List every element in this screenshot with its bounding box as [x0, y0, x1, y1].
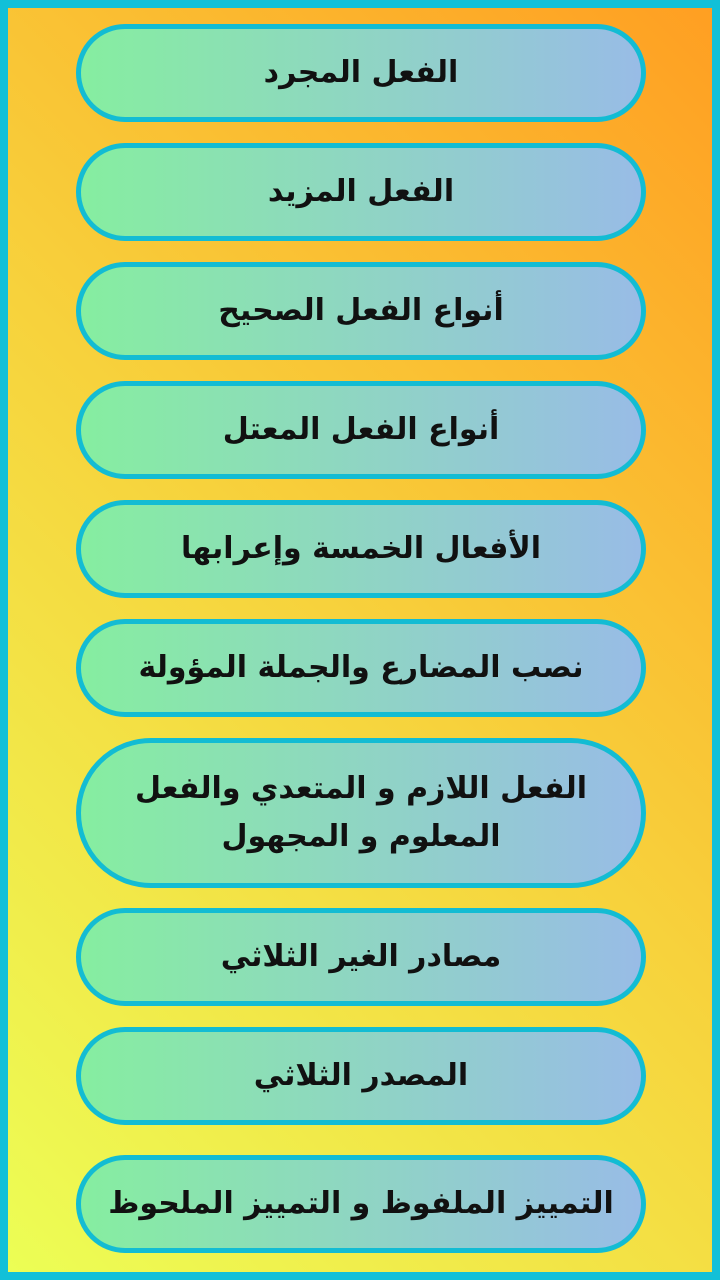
- menu-button-label: الفعل اللازم و المتعدي والفعل المعلوم و المجهول: [134, 771, 588, 854]
- menu-button-trilateral-masdar[interactable]: [76, 1027, 646, 1125]
- menu-button-label: التمييز الملفوظ و التمييز الملحوظ: [108, 1186, 614, 1221]
- menu-button-mujarrad[interactable]: [76, 24, 646, 122]
- menu-button-label: أنواع الفعل المعتل: [222, 412, 500, 447]
- menu-button-tamyiz[interactable]: [76, 1155, 646, 1253]
- menu-button-label: الأفعال الخمسة وإعرابها: [180, 531, 542, 566]
- menu-button-label: مصادر الغير الثلاثي: [220, 939, 502, 974]
- menu-button-label: الفعل المزيد: [267, 174, 455, 209]
- menu-button-label: المصدر الثلاثي: [253, 1058, 469, 1093]
- menu-button-mutal-types[interactable]: [76, 381, 646, 479]
- menu-button-mudari-nasb[interactable]: [76, 619, 646, 717]
- menu-button-label: أنواع الفعل الصحيح: [218, 293, 504, 328]
- menu-button-lazim-mutaaddi[interactable]: [76, 738, 646, 888]
- menu-button-non-trilateral-masdar[interactable]: [76, 908, 646, 1006]
- menu-button-five-verbs[interactable]: [76, 500, 646, 598]
- menu-button-mazid[interactable]: [76, 143, 646, 241]
- menu-button-label: نصب المضارع والجملة المؤولة: [138, 650, 584, 685]
- menu-button-sahih-types[interactable]: [76, 262, 646, 360]
- menu-button-label: الفعل المجرد: [263, 55, 459, 90]
